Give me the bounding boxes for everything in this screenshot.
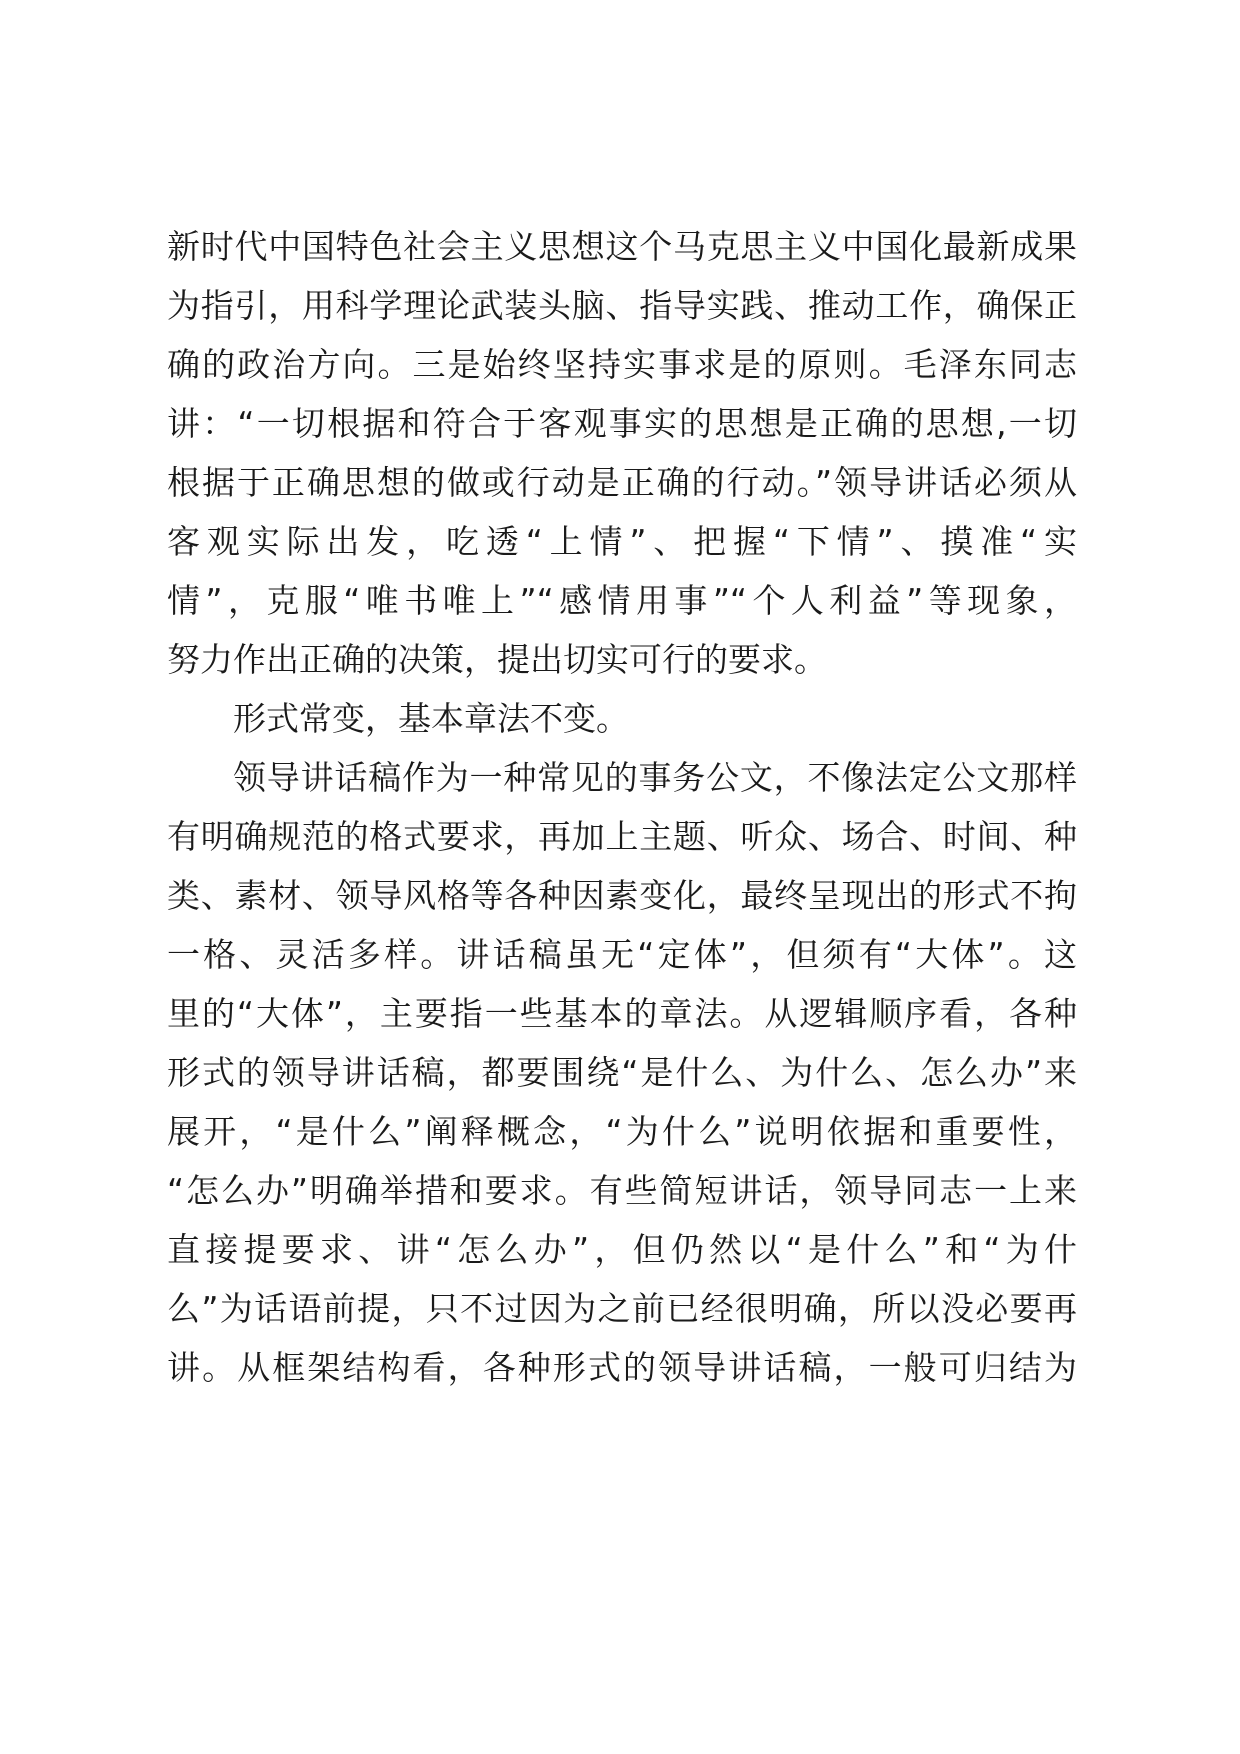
text-line: 情”，克服“唯书唯上”“感情用事”“个人利益”等现象， bbox=[167, 581, 1077, 620]
text-line: 讲。从框架结构看，各种形式的领导讲话稿，一般可归结为 bbox=[167, 1348, 1077, 1387]
text-line: 一格、灵活多样。讲话稿虽无“定体”，但须有“大体”。这 bbox=[167, 935, 1077, 974]
text-line: 领导讲话稿作为一种常见的事务公文，不像法定公文那样 bbox=[233, 758, 1077, 797]
text-line: 根据于正确思想的做或行动是正确的行动。”领导讲话必须从 bbox=[167, 463, 1077, 502]
text-line: “怎么办”明确举措和要求。有些简短讲话，领导同志一上来 bbox=[167, 1171, 1077, 1210]
section-heading: 形式常变，基本章法不变。 bbox=[233, 699, 629, 738]
text-line: 里的“大体”，主要指一些基本的章法。从逻辑顺序看，各种 bbox=[167, 994, 1077, 1033]
text-line: 么”为话语前提，只不过因为之前已经很明确，所以没必要再 bbox=[167, 1289, 1077, 1328]
text-line: 努力作出正确的决策，提出切实可行的要求。 bbox=[167, 640, 827, 679]
text-line: 直接提要求、讲“怎么办”，但仍然以“是什么”和“为什 bbox=[167, 1230, 1077, 1269]
text-line: 形式的领导讲话稿，都要围绕“是什么、为什么、怎么办”来 bbox=[167, 1053, 1077, 1092]
text-line: 类、素材、领导风格等各种因素变化，最终呈现出的形式不拘 bbox=[167, 876, 1077, 915]
text-line: 确的政治方向。三是始终坚持实事求是的原则。毛泽东同志 bbox=[167, 345, 1077, 384]
text-line: 新时代中国特色社会主义思想这个马克思主义中国化最新成果 bbox=[167, 227, 1077, 266]
text-line: 展开，“是什么”阐释概念，“为什么”说明依据和重要性， bbox=[167, 1112, 1077, 1151]
text-line: 为指引，用科学理论武装头脑、指导实践、推动工作，确保正 bbox=[167, 286, 1077, 325]
text-line: 有明确规范的格式要求，再加上主题、听众、场合、时间、种 bbox=[167, 817, 1077, 856]
text-line: 讲：“一切根据和符合于客观事实的思想是正确的思想,一切 bbox=[167, 404, 1077, 443]
text-line: 客观实际出发，吃透“上情”、把握“下情”、摸准“实 bbox=[167, 522, 1077, 561]
